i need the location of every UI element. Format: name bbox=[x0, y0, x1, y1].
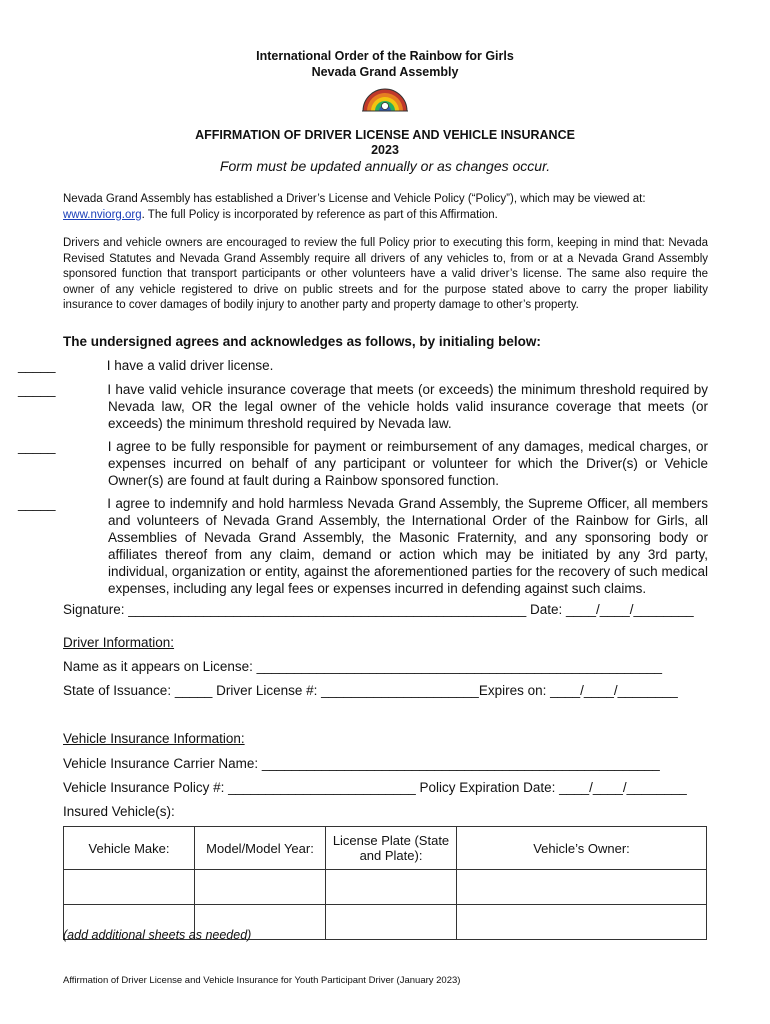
vehicle-make-cell[interactable] bbox=[64, 870, 195, 905]
ack-text: I have a valid driver license. bbox=[106, 358, 274, 373]
rainbow-emblem-icon bbox=[360, 82, 410, 112]
vehicle-info-heading: Vehicle Insurance Information: bbox=[63, 731, 245, 746]
initial-blank[interactable]: _____ bbox=[18, 382, 56, 397]
intro-paragraph-1 bbox=[63, 192, 708, 223]
column-header-make: Vehicle Make: bbox=[64, 827, 195, 870]
insured-vehicles-table bbox=[63, 826, 707, 940]
insurance-carrier-field[interactable]: Vehicle Insurance Carrier Name: _____________________________________________________ bbox=[63, 756, 660, 771]
intro-text-after: . The full Policy is incorporated by reference as part of this Affirmation. bbox=[141, 208, 498, 221]
vehicle-plate-cell[interactable] bbox=[326, 905, 457, 940]
table-header-row bbox=[64, 827, 707, 870]
policy-link[interactable]: www.nviorg.org bbox=[63, 208, 142, 221]
intro-paragraph-2: Drivers and vehicle owners are encouraged to review the full Policy prior to executing this form, keeping in mind that: Nevada Revised Statutes and Nevada Grand Assembly require all drivers of any vehicles to, from or at a Nevada Grand Assembly sponsored function that transport participants or other volunteers have a valid driver’s license. The same also require the owner of any vehicle registered to drive on public streets and for the purpose stated above to carry the proper liability insurance to cover damages of bodily injury to another party and property damage to other’s property. bbox=[63, 237, 708, 311]
ack-item-3 bbox=[18, 438, 708, 489]
ack-item-4 bbox=[18, 495, 708, 597]
vehicle-owner-cell[interactable] bbox=[457, 905, 707, 940]
driver-info-heading: Driver Information: bbox=[63, 635, 175, 650]
form-title: AFFIRMATION OF DRIVER LICENSE AND VEHICLE INSURANCE bbox=[195, 128, 575, 142]
org-subname: Nevada Grand Assembly bbox=[311, 65, 459, 79]
form-year: 2023 bbox=[371, 143, 399, 157]
vehicle-model-cell[interactable] bbox=[195, 870, 326, 905]
column-header-owner: Vehicle’s Owner: bbox=[457, 827, 707, 870]
signature-line[interactable]: Signature: _____________________________________________________ Date: ____/____/________ bbox=[63, 602, 694, 617]
insurance-policy-field[interactable]: Vehicle Insurance Policy #: _________________________ Policy Expiration Date: ____/____/________ bbox=[63, 780, 687, 795]
ack-item-2 bbox=[18, 381, 708, 432]
insured-vehicles-label: Insured Vehicle(s): bbox=[63, 804, 175, 819]
intro-text: Nevada Grand Assembly has established a Driver’s License and Vehicle Policy (“Policy”), which may be viewed at: bbox=[63, 193, 646, 205]
initial-blank[interactable]: _____ bbox=[18, 496, 56, 511]
initial-blank[interactable]: _____ bbox=[18, 439, 56, 454]
vehicle-plate-cell[interactable] bbox=[326, 870, 457, 905]
additional-sheets-note: (add additional sheets as needed) bbox=[63, 928, 252, 942]
ack-text: I agree to be fully responsible for payment or reimbursement of any damages, medical charges, or expenses incurred on behalf of any participant or volunteer for which the Driver(s) or Vehicle Owner(s) are found at fault during a Rainbow sponsored function. bbox=[107, 439, 708, 488]
ack-text: I agree to indemnify and hold harmless Nevada Grand Assembly, the Supreme Officer, all members and volunteers of Nevada Grand Assembly, the International Order of the Rainbow for Girls, all Assemblies of Nevada Grand Assembly, the Masonic Fraternity, and any sponsoring body or affiliates thereof from any claim, demand or action which may be initiated by any 3rd party, individual, organization or entity, against the aforementioned parties for the recovery of such medical expenses, including any legal fees or expenses incurred in defending against such claims. bbox=[107, 496, 708, 596]
license-name-field[interactable]: Name as it appears on License: ______________________________________________________ bbox=[63, 659, 663, 674]
page-footer: Affirmation of Driver License and Vehicle Insurance for Youth Participant Driver (January 2023) bbox=[63, 975, 461, 986]
initial-blank[interactable]: _____ bbox=[18, 358, 56, 373]
column-header-plate: License Plate (State and Plate): bbox=[326, 827, 457, 870]
vehicle-owner-cell[interactable] bbox=[457, 870, 707, 905]
column-header-model: Model/Model Year: bbox=[195, 827, 326, 870]
ack-heading: The undersigned agrees and acknowledges as follows, by initialing below: bbox=[63, 334, 541, 349]
form-subtitle: Form must be updated annually or as changes occur. bbox=[219, 158, 551, 174]
ack-text: I have valid vehicle insurance coverage that meets (or exceeds) the minimum threshold required by Nevada law, OR the legal owner of the vehicle holds valid insurance coverage that meets (or exceeds) the minimum threshold required by Nevada law. bbox=[107, 382, 708, 431]
ack-item-1 bbox=[18, 357, 708, 374]
org-name: International Order of the Rainbow for Girls bbox=[256, 49, 514, 63]
table-row bbox=[64, 870, 707, 905]
license-state-field[interactable]: State of Issuance: _____ Driver License #: _____________________Expires on: ____/____/________ bbox=[63, 683, 678, 698]
